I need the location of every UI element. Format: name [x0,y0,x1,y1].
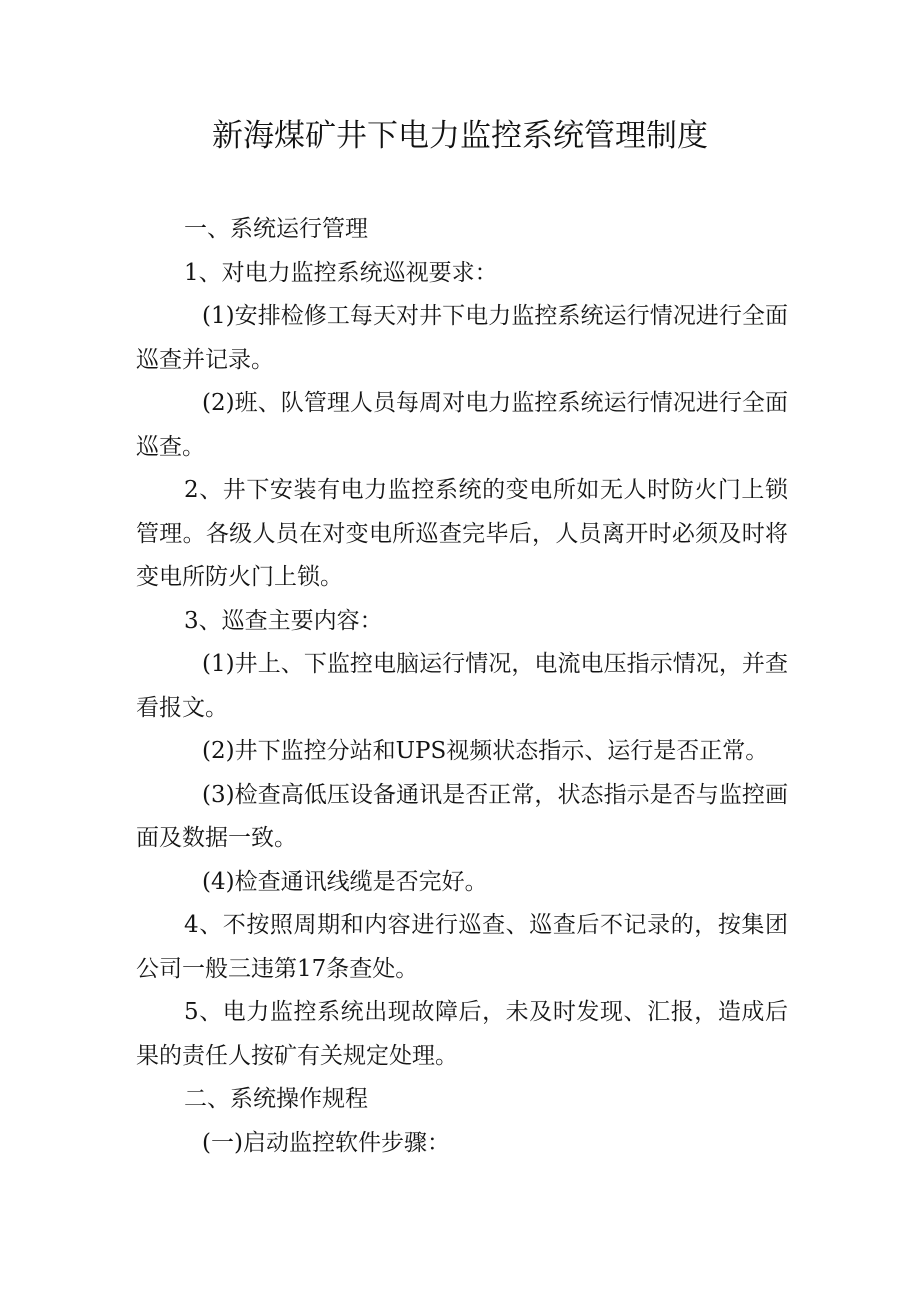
paragraph: 4、不按照周期和内容进行巡查、巡查后不记录的，按集团公司一般三违第17条查处。 [136,912,788,982]
paragraph: 1、对电力监控系统巡视要求： [184,259,498,286]
paragraph: (1)安排检修工每天对井下电力监控系统运行情况进行全面巡查并记录。 [136,303,788,373]
paragraph: (1)井上、下监控电脑运行情况，电流电压指示情况，并查看报文。 [136,651,788,721]
paragraph: (一)启动监控软件步骤： [202,1129,450,1156]
page-title: 新海煤矿井下电力监控系统管理制度 [212,118,708,154]
paragraph: (2)班、队管理人员每周对电力监控系统运行情况进行全面巡查。 [136,390,788,460]
paragraph: 2、井下安装有电力监控系统的变电所如无人时防火门上锁管理。各级人员在对变电所巡查完毕后，人员离开时必须及时将变电所防火门上锁。 [136,477,788,590]
paragraph: (2)井下监控分站和UPS视频状态指示、运行是否正常。 [202,738,769,764]
section-heading: 二、系统操作规程 [184,1086,368,1112]
paragraph: 3、巡查主要内容： [184,607,383,634]
paragraph: (4)检查通讯线缆是否完好。 [202,868,488,895]
document-body [136,208,788,1165]
paragraph: (3)检查高低压设备通讯是否正常，状态指示是否与监控画面及数据一致。 [136,781,788,851]
paragraph: 5、电力监控系统出现故障后，未及时发现、汇报，造成后果的责任人按矿有关规定处理。 [136,999,788,1069]
section-heading: 一、系统运行管理 [184,216,368,242]
